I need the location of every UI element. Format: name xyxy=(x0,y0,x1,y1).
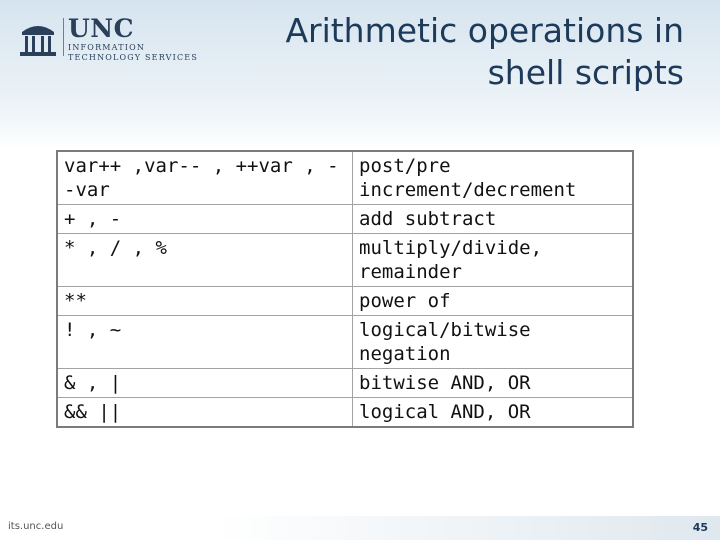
operator-cell: && || xyxy=(57,398,353,428)
description-cell: logical/bitwise negation xyxy=(353,316,634,369)
old-well-icon xyxy=(18,18,58,58)
unc-logo xyxy=(18,14,198,64)
footer-bar xyxy=(0,516,720,540)
operators-table-body xyxy=(57,151,633,427)
logo-line-1: INFORMATION xyxy=(68,43,146,52)
operator-cell: ! , ~ xyxy=(57,316,353,369)
table-row xyxy=(57,316,633,369)
slide-title-line-2: shell scripts xyxy=(487,53,684,92)
footer-site: its.unc.edu xyxy=(8,521,64,532)
table-row xyxy=(57,234,633,287)
table-row xyxy=(57,151,633,205)
operator-cell: * , / , % xyxy=(57,234,353,287)
operators-table xyxy=(56,150,634,428)
slide-title-line-1: Arithmetic operations in xyxy=(285,11,684,50)
operator-cell: & , | xyxy=(57,369,353,398)
operator-cell: ** xyxy=(57,287,353,316)
logo-unc-text: UNC xyxy=(68,14,135,43)
description-cell: power of xyxy=(353,287,634,316)
description-cell: logical AND, OR xyxy=(353,398,634,428)
table-row xyxy=(57,369,633,398)
description-cell: multiply/divide, remainder xyxy=(353,234,634,287)
description-cell: post/pre increment/decrement xyxy=(353,151,634,205)
description-cell: add subtract xyxy=(353,205,634,234)
logo-divider xyxy=(63,18,64,56)
logo-line-2: TECHNOLOGY SERVICES xyxy=(68,53,199,62)
slide-title xyxy=(224,10,684,94)
operator-cell: var++ ,var-- , ++var , --var xyxy=(57,151,353,205)
table-row xyxy=(57,205,633,234)
operator-cell: + , - xyxy=(57,205,353,234)
description-cell: bitwise AND, OR xyxy=(353,369,634,398)
table-row xyxy=(57,398,633,428)
table-row xyxy=(57,287,633,316)
page-number: 45 xyxy=(692,521,708,534)
